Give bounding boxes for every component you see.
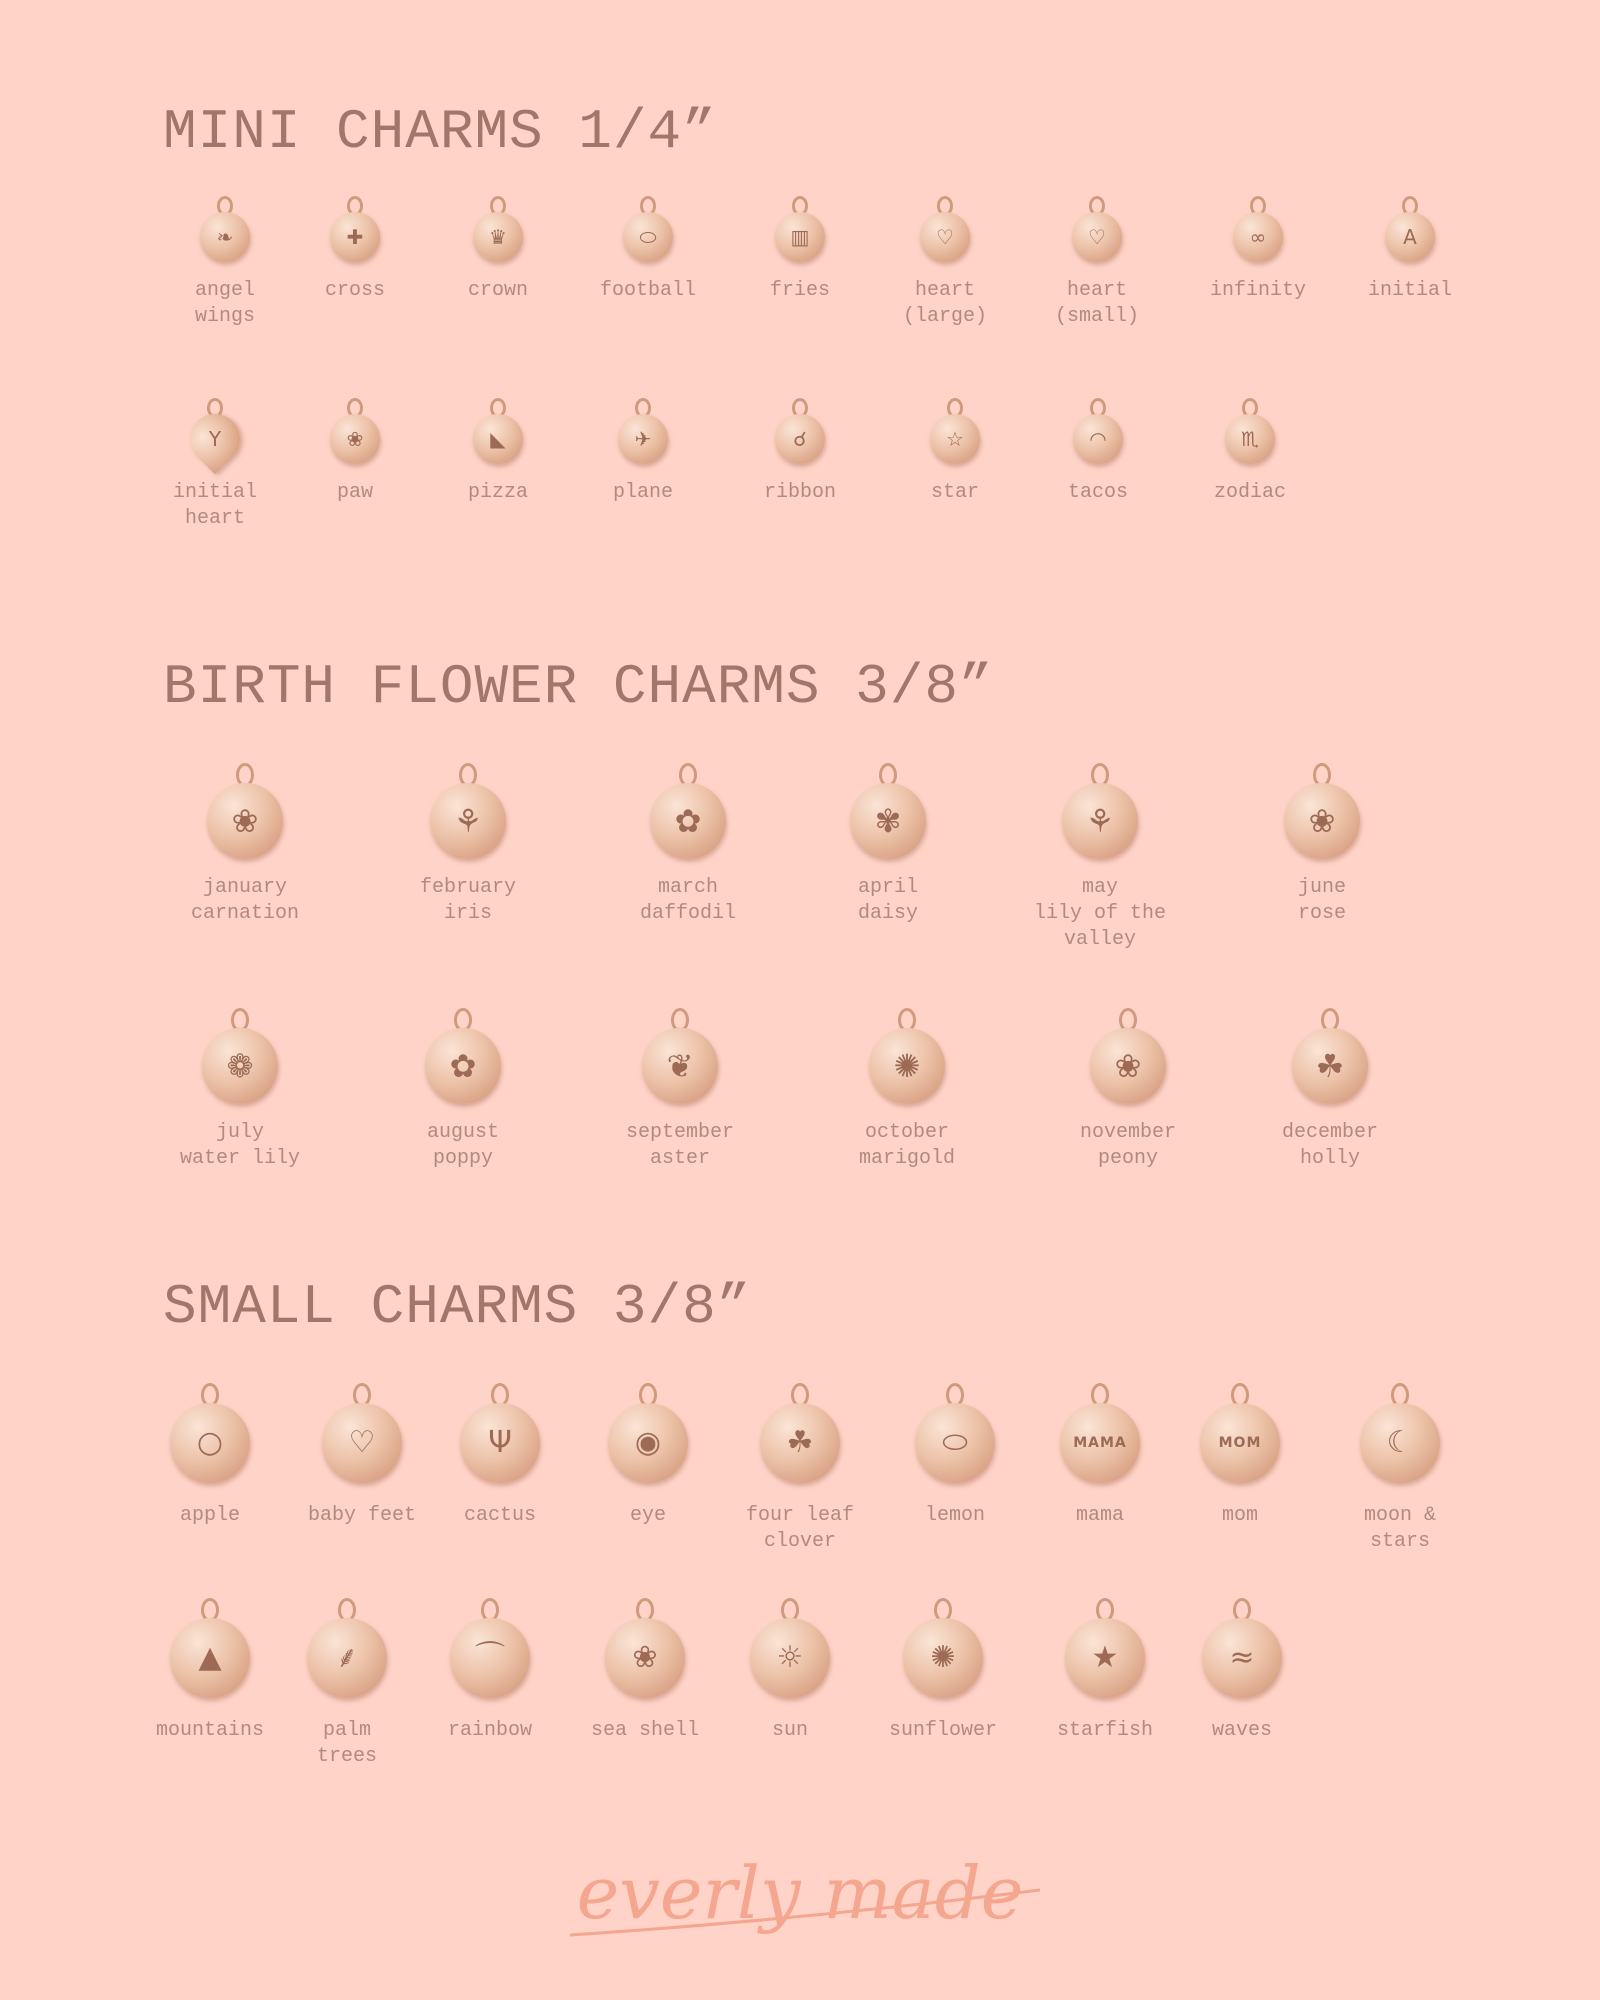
charm-disc — [750, 1618, 830, 1698]
charm-disc — [920, 212, 970, 262]
charm-item — [415, 1590, 565, 1760]
charm-label: mom — [1221, 1504, 1258, 1527]
charm-label: cactus — [463, 1504, 536, 1527]
lemon-icon: ⬭ — [942, 1425, 968, 1460]
charm-label: four leaf clover — [745, 1504, 855, 1553]
charm-disc — [760, 1403, 840, 1483]
baby-feet-icon: ♡ — [348, 1425, 376, 1460]
plane-icon: ✈ — [634, 427, 652, 451]
charm-item — [1025, 755, 1175, 951]
paw-icon: ❀ — [346, 427, 364, 451]
charm-disc — [608, 1403, 688, 1483]
charm-disc — [170, 1403, 250, 1483]
water-lily-icon: ❁ — [226, 1047, 254, 1085]
charm-disc — [605, 1618, 685, 1698]
charm-item — [280, 392, 430, 562]
charm-item — [150, 190, 300, 360]
charm-item — [1335, 190, 1485, 360]
charm-label: august poppy — [426, 1121, 499, 1170]
charm-item — [170, 755, 320, 925]
charm-disc — [330, 414, 380, 464]
crown-icon: ♛ — [489, 225, 507, 249]
four-leaf-clover-icon: ☘ — [786, 1425, 814, 1460]
charm-label: plane — [612, 481, 673, 504]
charm-label: zodiac — [1213, 481, 1286, 504]
charm-disc — [1065, 1618, 1145, 1698]
charm-label: sea shell — [590, 1719, 700, 1742]
charm-label: pizza — [467, 481, 528, 504]
charm-label: mountains — [155, 1719, 265, 1742]
charm-disc — [1073, 414, 1123, 464]
daffodil-icon: ✿ — [674, 802, 702, 840]
charm-disc — [425, 1028, 501, 1104]
charm-disc — [930, 414, 980, 464]
charm-disc — [869, 1028, 945, 1104]
charm-item — [135, 1375, 285, 1545]
holly-icon: ☘ — [1315, 1047, 1345, 1085]
pizza-icon: ◣ — [490, 427, 506, 451]
heart-large-icon: ♡ — [936, 225, 954, 249]
infinity-icon: ∞ — [1249, 225, 1267, 249]
rainbow-icon: ⌒ — [475, 1640, 505, 1675]
charm-disc — [307, 1618, 387, 1698]
waves-icon: ≈ — [1229, 1640, 1255, 1675]
charm-disc — [850, 783, 926, 859]
charm-item — [1183, 190, 1333, 360]
lily-of-the-valley-icon: ⚘ — [1085, 802, 1115, 840]
charm-label: initial heart — [172, 481, 257, 530]
charm-label: lemon — [924, 1504, 985, 1527]
charm-label: sun — [771, 1719, 808, 1742]
charm-disc — [1072, 212, 1122, 262]
charm-item — [725, 190, 875, 360]
charm-item — [880, 1375, 1030, 1545]
charm-label: infinity — [1209, 279, 1306, 302]
charm-label: waves — [1211, 1719, 1272, 1742]
charm-item — [613, 755, 763, 925]
charm-label: december holly — [1281, 1121, 1378, 1170]
initial-heart-icon: Y — [208, 427, 222, 451]
charm-disc — [460, 1403, 540, 1483]
charm-label: may lily of the valley — [1033, 876, 1167, 951]
charm-label: cross — [324, 279, 385, 302]
moon-stars-icon: ☾ — [1386, 1425, 1414, 1460]
charm-item — [573, 1375, 723, 1545]
charm-label: fries — [769, 279, 830, 302]
football-icon: ⬭ — [639, 225, 657, 249]
charm-label: starfish — [1056, 1719, 1153, 1742]
charm-disc — [322, 1403, 402, 1483]
charm-item — [813, 755, 963, 925]
charm-item — [425, 1375, 575, 1545]
charm-label: paw — [336, 481, 373, 504]
charm-item — [725, 1375, 875, 1553]
zodiac-icon: ♏ — [1241, 427, 1259, 451]
charm-disc — [1090, 1028, 1166, 1104]
charm-label: rainbow — [447, 1719, 532, 1742]
starfish-icon: ★ — [1091, 1640, 1119, 1675]
charm-disc — [1284, 783, 1360, 859]
charm-item — [880, 392, 1030, 562]
charm-item — [1255, 1000, 1405, 1170]
charm-disc — [903, 1618, 983, 1698]
heart-small-icon: ♡ — [1088, 225, 1106, 249]
cactus-icon: Ψ — [488, 1425, 512, 1460]
charm-label: january carnation — [190, 876, 300, 925]
charm-item — [140, 392, 290, 562]
apple-icon: ○ — [196, 1425, 224, 1460]
marigold-icon: ✺ — [893, 1047, 921, 1085]
tacos-icon: ◠ — [1089, 427, 1107, 451]
star-icon: ☆ — [946, 427, 964, 451]
angel-wings-icon: ❧ — [216, 225, 234, 249]
charm-disc — [1385, 212, 1435, 262]
charm-label: november peony — [1079, 1121, 1176, 1170]
charm-disc — [623, 212, 673, 262]
charm-label: football — [599, 279, 696, 302]
charm-label: crown — [467, 279, 528, 302]
charm-disc — [473, 212, 523, 262]
charm-disc — [450, 1618, 530, 1698]
charm-item — [423, 190, 573, 360]
everly-made-logo — [540, 1840, 1060, 1960]
charm-label: angel wings — [194, 279, 255, 328]
charm-item — [605, 1000, 755, 1170]
charm-item — [1022, 190, 1172, 360]
charm-item — [165, 1000, 315, 1170]
charm-item — [715, 1590, 865, 1760]
mom-icon: MOM — [1218, 1435, 1262, 1451]
charm-disc — [650, 783, 726, 859]
charm-item — [1167, 1590, 1317, 1760]
charm-item — [393, 755, 543, 925]
charm-disc — [180, 404, 251, 475]
charm-label: heart (small) — [1054, 279, 1139, 328]
charm-disc — [202, 1028, 278, 1104]
charm-item — [568, 392, 718, 562]
fries-icon: ▥ — [790, 225, 810, 249]
charm-disc — [1062, 783, 1138, 859]
charm-disc — [207, 783, 283, 859]
birth-flower-charms-title: BIRTH FLOWER CHARMS 3/8” — [163, 655, 994, 719]
charm-disc — [1233, 212, 1283, 262]
charm-label: april daisy — [857, 876, 918, 925]
charm-disc — [618, 414, 668, 464]
charm-item — [570, 1590, 720, 1760]
charm-disc — [473, 414, 523, 464]
charm-item — [725, 392, 875, 562]
charm-disc — [1360, 1403, 1440, 1483]
charm-label: march daffodil — [639, 876, 736, 925]
charm-item — [868, 1590, 1018, 1760]
charm-label: baby feet — [307, 1504, 417, 1527]
iris-icon: ⚘ — [453, 802, 483, 840]
charm-disc — [775, 414, 825, 464]
cross-icon: ✚ — [346, 225, 364, 249]
charm-item — [1175, 392, 1325, 562]
charm-label: july water lily — [179, 1121, 301, 1170]
charm-disc — [170, 1618, 250, 1698]
charm-disc — [1060, 1403, 1140, 1483]
charm-label: eye — [629, 1504, 666, 1527]
mini-charms-title: MINI CHARMS 1/4” — [163, 100, 717, 164]
charm-item — [870, 190, 1020, 360]
charm-label: palm trees — [316, 1719, 377, 1768]
charm-disc — [430, 783, 506, 859]
charm-label: moon & stars — [1363, 1504, 1436, 1553]
charm-item — [1325, 1375, 1475, 1553]
charm-item — [280, 190, 430, 360]
charm-item — [272, 1590, 422, 1768]
carnation-icon: ❀ — [231, 802, 259, 840]
charm-disc — [1225, 414, 1275, 464]
charm-label: initial — [1367, 279, 1452, 302]
charm-disc — [1200, 1403, 1280, 1483]
charm-disc — [1202, 1618, 1282, 1698]
charm-item — [1025, 1375, 1175, 1545]
charm-disc — [330, 212, 380, 262]
small-charms-title: SMALL CHARMS 3/8” — [163, 1275, 752, 1339]
peony-icon: ❀ — [1114, 1047, 1142, 1085]
initial-icon: A — [1403, 225, 1417, 249]
charm-disc — [1292, 1028, 1368, 1104]
charm-disc — [915, 1403, 995, 1483]
charm-label: september aster — [625, 1121, 735, 1170]
daisy-icon: ✾ — [874, 802, 902, 840]
palm-trees-icon: ⸙ — [335, 1640, 359, 1675]
charm-label: june rose — [1297, 876, 1346, 925]
sea-shell-icon: ❀ — [632, 1640, 658, 1675]
charm-label: sunflower — [888, 1719, 998, 1742]
aster-icon: ❦ — [666, 1047, 694, 1085]
eye-icon: ◉ — [634, 1425, 662, 1460]
charm-item — [1247, 755, 1397, 925]
charm-item — [832, 1000, 982, 1170]
rose-icon: ❀ — [1308, 802, 1336, 840]
sun-icon: ☼ — [776, 1640, 804, 1675]
charm-label: february iris — [419, 876, 516, 925]
sunflower-icon: ✺ — [930, 1640, 956, 1675]
charm-item — [1023, 392, 1173, 562]
charm-label: ribbon — [763, 481, 836, 504]
charm-item — [1053, 1000, 1203, 1170]
charm-disc — [642, 1028, 718, 1104]
charm-label: star — [930, 481, 979, 504]
charm-item — [573, 190, 723, 360]
charm-label: tacos — [1067, 481, 1128, 504]
logo-text: everly made — [576, 1851, 1024, 1935]
charm-disc — [200, 212, 250, 262]
ribbon-icon: ☌ — [793, 427, 807, 451]
charm-label: apple — [179, 1504, 240, 1527]
charm-item — [388, 1000, 538, 1170]
charm-label: heart (large) — [902, 279, 987, 328]
charm-label: october marigold — [858, 1121, 955, 1170]
poppy-icon: ✿ — [449, 1047, 477, 1085]
charm-item — [1165, 1375, 1315, 1545]
mama-icon: MAMA — [1073, 1435, 1127, 1451]
mountains-icon: ▲ — [198, 1640, 222, 1675]
charm-disc — [775, 212, 825, 262]
charm-label: mama — [1075, 1504, 1124, 1527]
charm-item — [423, 392, 573, 562]
